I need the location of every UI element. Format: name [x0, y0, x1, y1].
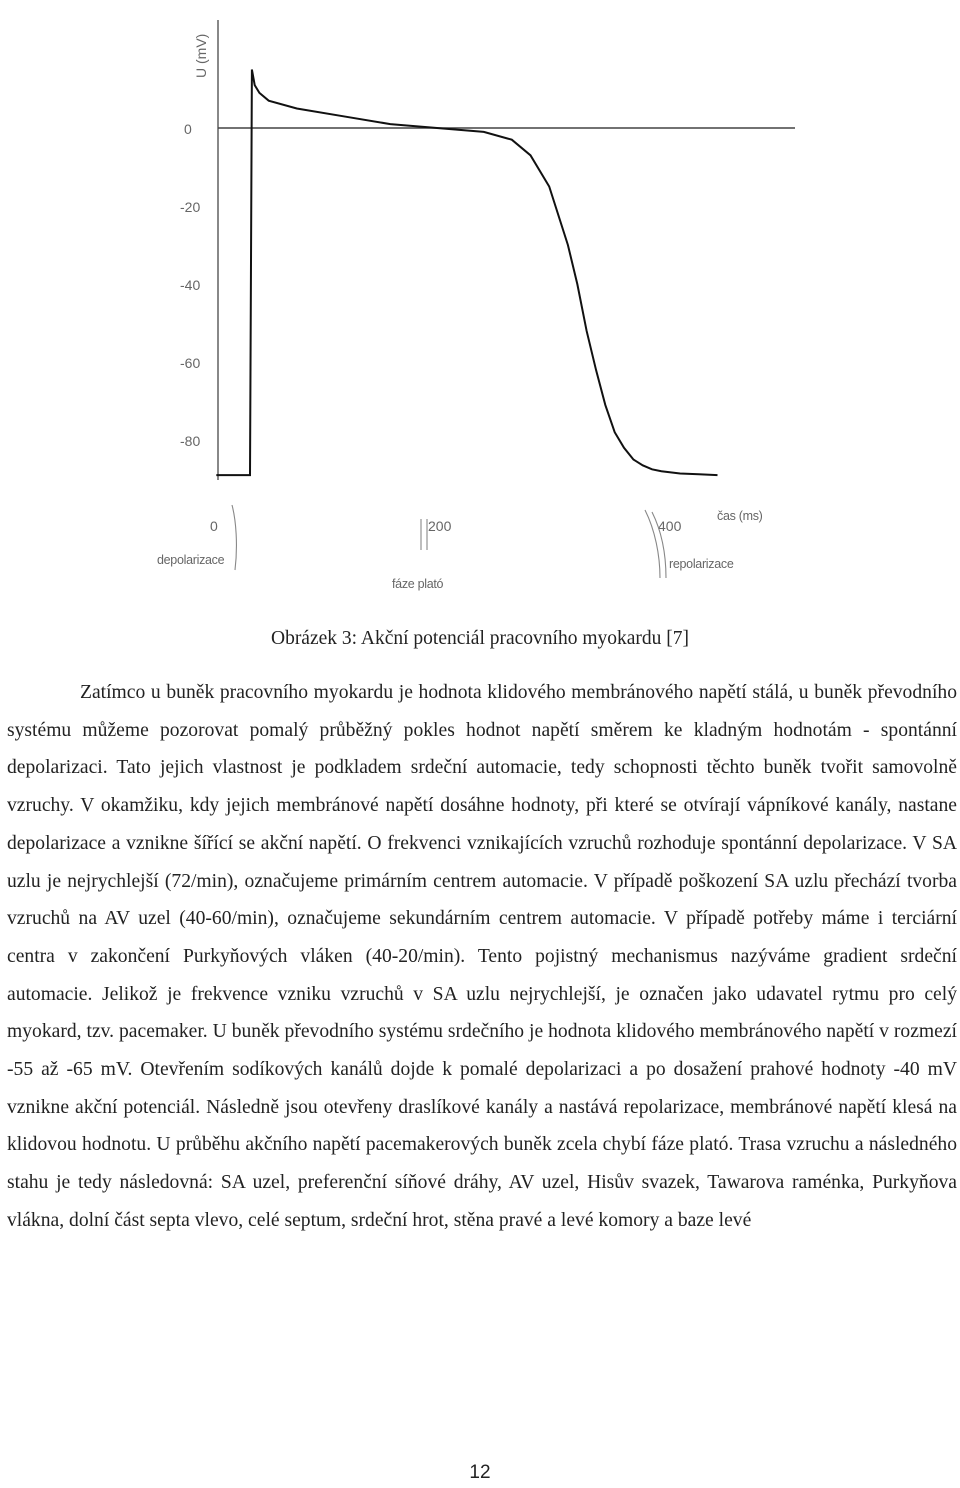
y-tick-label: -40: [180, 277, 201, 293]
action-potential-figure: [0, 0, 960, 610]
depolarization-bracket: [232, 505, 236, 570]
y-axis-label: U (mV): [193, 33, 209, 78]
depolarization-label: depolarizace: [157, 553, 225, 567]
repolarization-label: repolarizace: [669, 557, 734, 571]
y-tick-label: -80: [180, 433, 201, 449]
figure-caption: Obrázek 3: Akční potenciál pracovního myokardu [7]: [270, 628, 690, 649]
y-tick-label: -60: [180, 355, 201, 371]
x-tick-label: 400: [658, 518, 682, 534]
plateau-bracket: [421, 519, 427, 550]
x-tick-label: 200: [428, 518, 452, 534]
y-tick-label: 0: [184, 121, 192, 137]
x-tick-label: 0: [210, 518, 218, 534]
page-number: 12: [469, 1462, 491, 1483]
body-paragraph: Zatímco u buněk pracovního myokardu je hodnota klidového membránového napětí stálá, u buněk převodního systému můžeme pozorovat pomalý průběžný pokles hodnot napětí směrem ke kladným hodnotám - spontánní depolarizaci. Tato jejich vlastnost je podkladem srdeční automacie, tedy schopnosti těchto buněk tvořit samovolně vzruchy. V okamžiku, kdy jejich membránové napětí dosáhne hodnoty, při které se otvírají vápníkové kanály, nastane depolarizace a vznikne šířící se akční napětí. O frekvenci vznikajících vzruchů rozhoduje spontánní depolarizace. V SA uzlu je nejrychlejší (72/min), označujeme primárním centrem automacie. V případě poškození SA uzlu přechází tvorba vzruchů na AV uzel (40-60/min), označujeme sekundárním centrem automacie. V případě potřeby máme i terciární centra v zakončení Purkyňových vláken (40-20/min). Tento pojistný mechanismus nazýváme gradient srdeční automacie. Jelikož je frekvence vzniku vzruchů v SA uzlu nejrychlejší, je označen jako udavatel rytmu pro celý myokard, tzv. pacemaker. U buněk převodního systému srdečního je hodnota klidového membránového napětí v rozmezí -55 až -65 mV. Otevřením sodíkových kanálů dojde k pomalé depolarizaci a po dosažení prahové hodnoty -40 mV vznikne akční potenciál. Následně jsou otevřeny draslíkové kanály a nastává repolarizace, membránové napětí klesá na klidovou hodnotu. U průběhu akčního napětí pacemakerových buněk zcela chybí fáze plató. Trasa vzruchu a následného stahu je tedy následovná: SA uzel, preferenční síňové dráhy, AV uzel, Hisův svazek, Tawarova raménka, Purkyňova vlákna, dolní část septa vlevo, celé septum, srdeční hrot, stěna pravé a levé komory a baze levé: [7, 682, 957, 1231]
action-potential-curve: [216, 70, 717, 476]
plateau-label: fáze plató: [392, 577, 444, 591]
y-tick-label: -20: [180, 199, 201, 215]
x-axis-label: čas (ms): [717, 509, 763, 523]
